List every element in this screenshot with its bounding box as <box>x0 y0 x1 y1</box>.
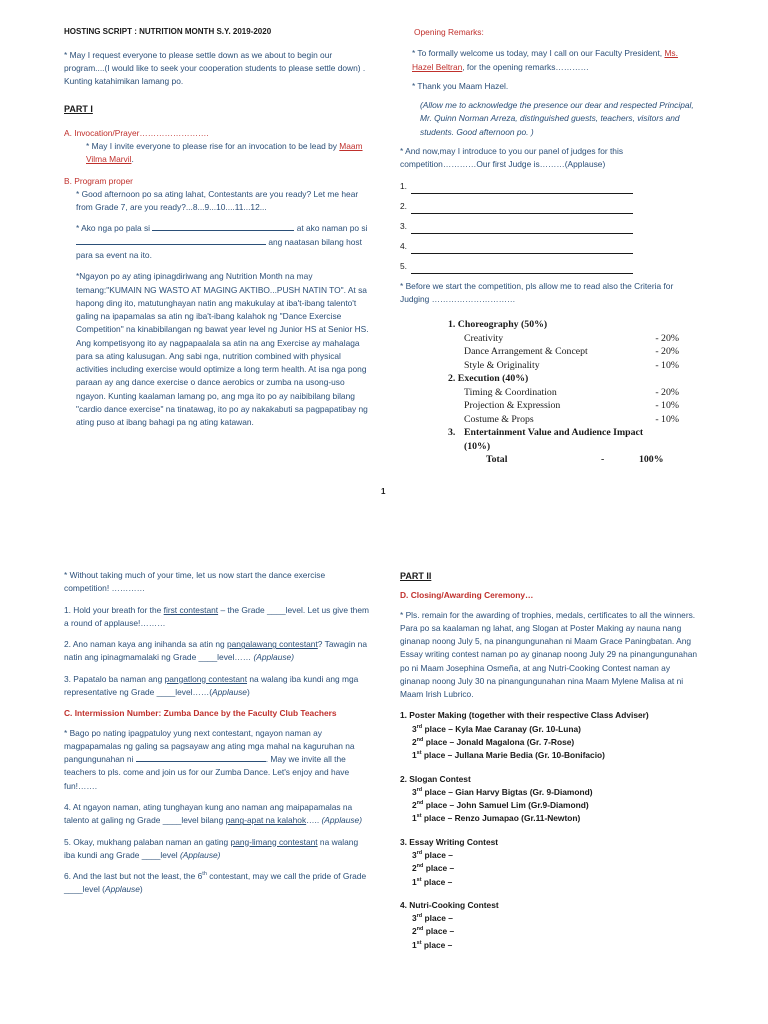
contest-title: 4. Nutri-Cooking Contest <box>400 899 499 910</box>
criteria-total: Total - 100% <box>486 454 664 466</box>
fourth-contestant-label: pang-apat na kalahok <box>225 815 307 826</box>
judge-line <box>400 194 700 214</box>
contestant-2-paragraph: 2. Ano naman kaya ang inihanda sa atin ng pangalawang contestant? Tawagin na natin ang ipinagmamalaki ng Grade ____level…… (Applause) <box>64 639 367 663</box>
winner-line: 2nd place – <box>412 863 455 874</box>
intermission-leader-blank <box>136 753 266 762</box>
invocation-text: * May I invite everyone to please rise for an invocation to be lead by <box>86 140 337 151</box>
criteria-intro-paragraph: * Before we start the competition, pls allow me to read also the Criteria for Judging ………………………… <box>400 280 674 304</box>
closing-paragraph: * Pls. remain for the awarding of trophies, medals, certificates to all the winners. Para po sa kaalaman ng lahat, ang Slogan at Poster Making ay nauna nang ginanap noong July 5, na pinangungunahan ni Maam Grace Paningbatan. Ang Essay writing contest naman po ay ginanap noong July 29 na pinangungunahan po ni Maam Josephina Osmeña, at ang Nutri-Cooking Contest naman ay ginanap noong July 30 na pinangungunahan nina Maam Mylene Malisa at ni Maam Irish Lubrico. <box>400 609 698 700</box>
host-name-blank-2 <box>76 236 266 245</box>
judge-line <box>400 234 700 254</box>
contestant-6-paragraph: 6. And the last but not the least, the 6th contestant, may we call the pride of Grade ____level (Applause) <box>64 871 367 895</box>
contest-title: 2. Slogan Contest <box>400 773 471 784</box>
opening-text-b: , for the opening remarks………… <box>462 61 589 72</box>
start-competition-paragraph: * Without taking much of your time, let us now start the dance exercise competition! ………… <box>64 570 326 594</box>
script-header: HOSTING SCRIPT : NUTRITION MONTH S.Y. 2019-2020 <box>64 27 272 36</box>
host-text-d: naatasan bilang host para sa event na ito. <box>76 236 362 260</box>
host-text-a: * Ako nga po pala si <box>76 223 151 234</box>
contest-winners <box>400 709 700 952</box>
page2-right-column <box>400 569 700 952</box>
intermission-heading: C. Intermission Number: Zumba Dance by the Faculty Club Teachers <box>64 708 337 719</box>
opening-text-a: * To formally welcome us today, may I call on our Faculty President, <box>412 48 663 59</box>
judge-number: 3. <box>400 221 407 232</box>
judge-number: 1. <box>400 181 407 192</box>
opening-paragraph <box>400 47 700 74</box>
winner-line: 3rd place – <box>412 850 453 860</box>
host-intro-paragraph <box>64 222 369 262</box>
theme-paragraph: *Ngayon po ay ating ipinagdiriwang ang Nutrition Month na may temang:"KUMAIN NG WASTO AT MAGING AKTIBO...PUSH NATIN TO". At sa hapong ding ito, matutunghayan natin ang makukulay at iba't-ibang talento't galing na ipapamalas sa atin ng iba't-ibang kalahok ng "Dance Exercise Competition" na kinabibilangan ng bawat year level ng Junior HS at Senior HS. Ang kompetisyong ito ay nagpapaalala sa atin na ang Exercise ay mahalaga para sa ating kalusugan. Ang sabi nga, nutrition combined with physical activities including exercise would optimize a long term health. At isa nga pong paraan ay ang dance exercise o dance aerobics or zumba na usong-uso ngayon. Kunting kaalaman lamang po, ang mga ito po ay naibibilang bilang "cardio dance exercise" na tinatawag, ito po ay nakakabuti sa pagpapatibay ng ating puso at ibang bahagi pa ng ating katawan. <box>76 271 369 428</box>
winner-line: 2nd place – John Samuel Lim (Gr.9-Diamond) <box>412 800 589 811</box>
contestant-3-paragraph: 3. Papatalo ba naman ang pangatlong contestant na walang iba kundi ang mga representative ng Grade ____level……(Applause) <box>64 673 359 697</box>
criterion-item: Style & Originality - 10% <box>464 359 679 371</box>
faculty-president-name: Ms. Hazel Beltran <box>412 48 678 72</box>
closing-heading: D. Closing/Awarding Ceremony… <box>400 590 534 601</box>
judge-number: 2. <box>400 201 407 212</box>
contest-title: 1. Poster Making (together with their respective Class Adviser) <box>400 710 649 721</box>
judges-list <box>400 174 700 274</box>
criterion-entertainment: 3. Entertainment Value and Audience Impact <box>448 427 644 439</box>
invocation-paragraph: * May I invite everyone to please rise for an invocation to be lead by Maam Vilma Marvil. <box>86 140 363 165</box>
invocation-leader-name: Maam Vilma Marvil <box>86 140 363 165</box>
part-two-heading: PART II <box>400 571 432 581</box>
intro-paragraph: * May I request everyone to please settle down as we about to begin our program....(I would like to seek your cooperation students to please settle down) . Kunting katahimikan lamang po. <box>64 49 366 87</box>
acknowledgement-paragraph: (Allow me to acknowledge the presence our dear and respected Principal, Mr. Quinn Norman Arreza, distinguished guests, teachers, visitors and students. Good afternoon po. ) <box>420 100 694 137</box>
judge-blank <box>411 245 633 254</box>
contest-title: 3. Essay Writing Contest <box>400 836 499 847</box>
judge-blank <box>411 185 633 194</box>
page1-right-column <box>400 26 700 467</box>
judge-blank <box>411 225 633 234</box>
judge-number: 5. <box>400 261 407 272</box>
winner-line: 3rd place – <box>412 913 453 924</box>
page2-left-column <box>64 569 369 897</box>
fifth-contestant-label: pang-limang contestant <box>230 836 318 847</box>
part-one-heading: PART I <box>64 104 93 115</box>
criterion-item: Timing & Coordination - 20% <box>464 386 679 398</box>
winner-line: 1st place – <box>412 939 453 950</box>
invocation-heading: A. Invocation/Prayer……………………. <box>64 127 209 138</box>
page-two <box>0 512 768 1024</box>
winner-line: 1st place – <box>412 876 453 887</box>
winner-line: 3rd place – Gian Harvy Bigtas (Gr. 9-Diamond) <box>412 786 593 797</box>
judge-line <box>400 254 700 274</box>
greeting-paragraph: * Good afternoon po sa ating lahat, Contestants are you ready? Let me hear from Grade 7, are you ready?...8...9...10....11...12... <box>76 188 359 213</box>
criterion-execution: 2. Execution (40%) <box>448 373 529 385</box>
judge-line <box>400 214 700 234</box>
intermission-paragraph: * Bago po nating ipagpatuloy yung next contestant, ngayon naman ay magpapamalas ng galing sa pagsayaw ang ating mga mahal na kaguruhan na pangungunahan ni . May we invite all the teachers to pls. come and join us for our Zumba Dance. Let's enjoy and have fun!……. <box>64 727 355 791</box>
judge-blank <box>411 205 633 214</box>
host-name-blank-1 <box>152 222 294 231</box>
criterion-item: Creativity - 20% <box>464 332 679 344</box>
winner-line: 1st place – Jullana Marie Bedia (Gr. 10-Bonifacio) <box>412 750 605 761</box>
page-number: 1 <box>381 487 386 496</box>
winner-line: 2nd place – Jonald Magalona (Gr. 7-Rose) <box>412 737 575 748</box>
program-proper-heading: B. Program proper <box>64 175 133 186</box>
first-contestant-label: first contestant <box>163 604 219 615</box>
criterion-choreography: 1. Choreography (50%) <box>448 319 548 331</box>
contestant-5-paragraph: 5. Okay, mukhang palaban naman an gating pang-limang contestant na walang iba kundi ang Grade ____level (Applause) <box>64 836 359 860</box>
judge-number: 4. <box>400 241 407 252</box>
contestant-4-paragraph: 4. At ngayon naman, ating tunghayan kung ano naman ang maipapamalas na talento at galing ng Grade ____level bilang pang-apat na kalahok….. (Applause) <box>64 801 363 826</box>
opening-remarks-heading: Opening Remarks: <box>414 27 484 37</box>
contestant-1-paragraph: 1. Hold your breath for the first contestant – the Grade ____level. Let us give them a round of applause!……… <box>64 604 369 628</box>
criterion-item: Dance Arrangement & Concept - 20% <box>464 346 679 358</box>
judges-intro-paragraph: * And now,may I introduce to you our panel of judges for this competition…………Our first Judge is………(Applause) <box>400 145 624 170</box>
host-text-c: ang <box>268 236 283 247</box>
thanks-paragraph: * Thank you Maam Hazel. <box>412 80 509 91</box>
judge-line <box>400 174 700 194</box>
judge-blank <box>411 265 633 274</box>
host-text-b: at ako naman po si <box>296 223 368 234</box>
criterion-item: Costume & Props - 10% <box>464 413 679 425</box>
page1-left-column <box>64 26 369 430</box>
criterion-entertainment-pct: (10%) <box>464 440 491 452</box>
criteria-list <box>400 318 700 467</box>
criterion-item: Projection & Expression - 10% <box>464 400 679 412</box>
winner-line: 3rd place – Kyla Mae Caranay (Gr. 10-Luna) <box>412 723 581 734</box>
winner-line: 1st place – Renzo Jumapao (Gr.11-Newton) <box>412 813 581 824</box>
third-contestant-label: pangatlong contestant <box>164 673 248 684</box>
second-contestant-label: pangalawang contestant <box>226 639 318 650</box>
winner-line: 2nd place – <box>412 926 455 937</box>
